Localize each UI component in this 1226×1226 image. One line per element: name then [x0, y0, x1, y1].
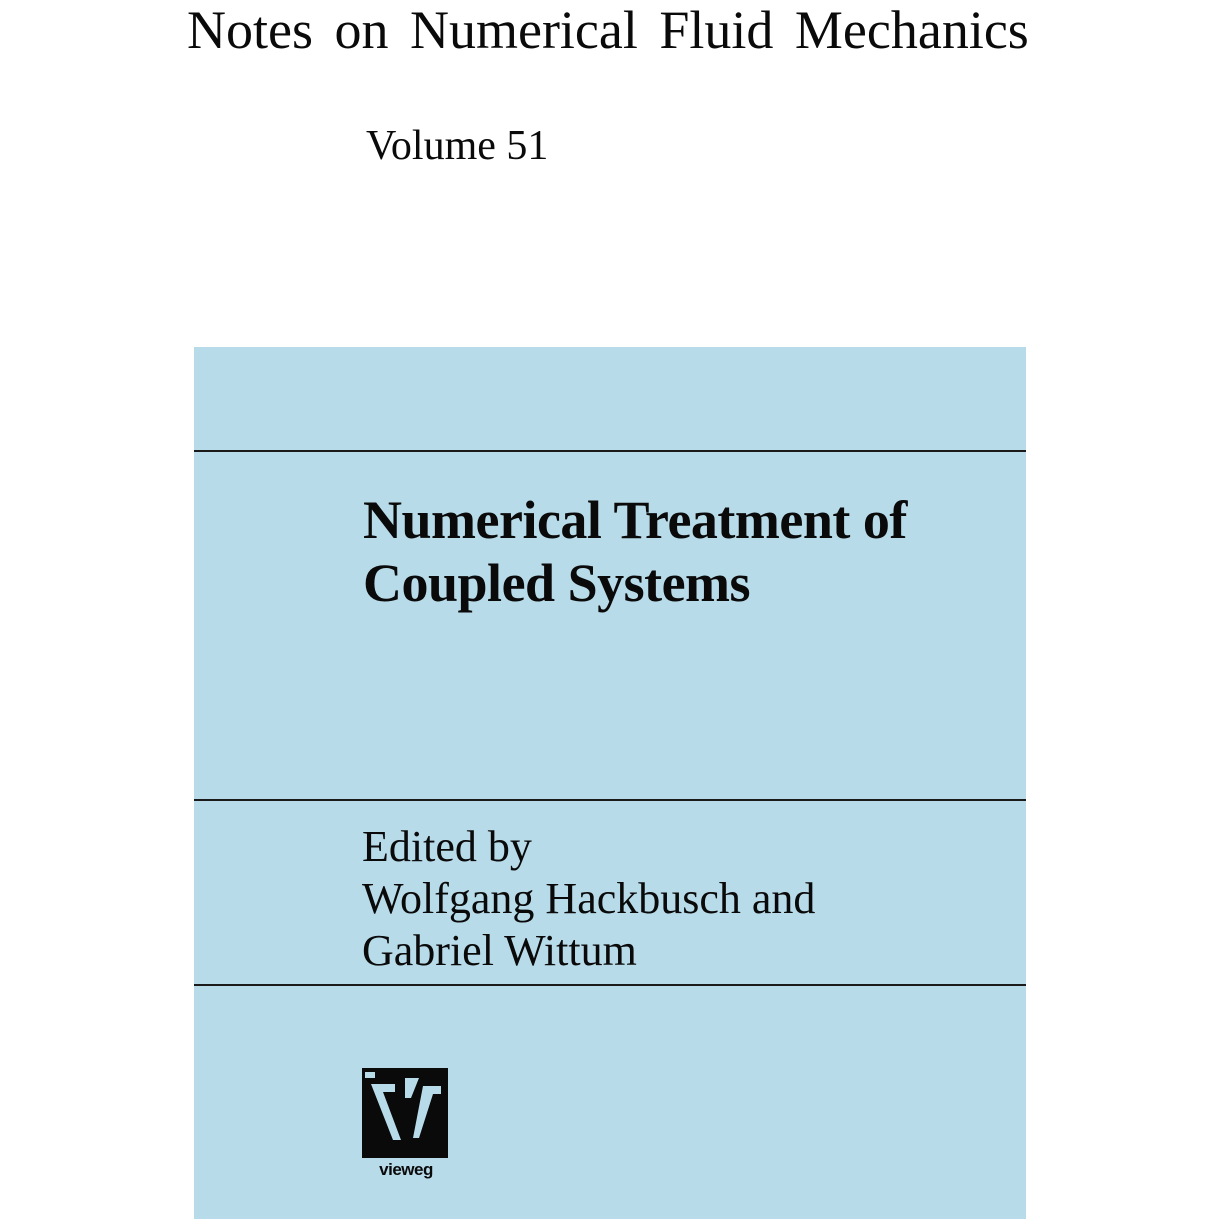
- editors-block: [362, 821, 815, 977]
- edited-by-label: Edited by: [362, 822, 532, 871]
- editor-line-2: Gabriel Wittum: [362, 926, 637, 975]
- series-title: Notes on Numerical Fluid Mechanics: [187, 0, 1029, 60]
- vieweg-logo-icon: [361, 1064, 451, 1184]
- book-title-line-2: Coupled Systems: [363, 553, 751, 613]
- editor-line-1: Wolfgang Hackbusch and: [362, 874, 816, 923]
- volume-number: Volume 51: [366, 123, 549, 169]
- vieweg-logo-text: vieweg: [379, 1160, 433, 1179]
- bottom-divider: [194, 984, 1026, 986]
- middle-divider: [194, 799, 1026, 801]
- cover-panel: [194, 347, 1026, 1219]
- top-divider: [194, 450, 1026, 452]
- vieweg-logo-mark: [361, 1064, 451, 1160]
- book-title: [363, 489, 907, 615]
- book-title-line-1: Numerical Treatment of: [363, 490, 907, 550]
